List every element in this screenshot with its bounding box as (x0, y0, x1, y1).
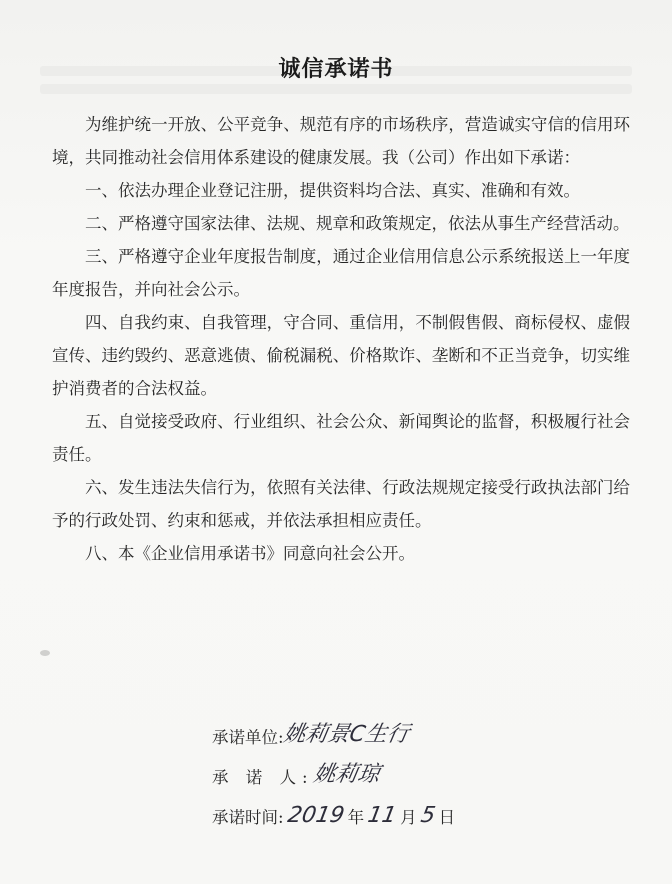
signature-unit-row (212, 708, 592, 748)
handwritten-unit-signature: 姚莉景C生行 (281, 722, 411, 747)
signature-unit-label: 承诺单位: (212, 728, 284, 747)
signature-date-row (212, 788, 592, 828)
pledge-item-2: 二、严格遵守国家法律、法规、规章和政策规定，依法从事生产经营活动。 (85, 214, 630, 233)
pledge-item-1: 一、依法办理企业登记注册，提供资料均合法、真实、准确和有效。 (85, 181, 580, 200)
document-body (52, 108, 630, 570)
pledge-item-3: 三、严格遵守企业年度报告制度，通过企业信用信息公示系统报送上一年度年度报告，并向社会公示。 (52, 247, 630, 299)
signature-date-label: 承诺时间: (212, 808, 284, 827)
year-suffix: 年 (347, 808, 365, 827)
pledge-item-4: 四、自我约束、自我管理，守合同、重信用，不制假售假、商标侵权、虚假宣传、违约毁约、恶意逃债、偷税漏税、价格欺诈、垄断和不正当竞争，切实维护消费者的合法权益。 (52, 313, 630, 398)
signature-person-label: 承 诺 人: (212, 768, 314, 787)
ink-smudge (40, 650, 50, 656)
handwritten-day: 5 (418, 803, 437, 828)
signature-block (212, 708, 592, 828)
handwritten-person-signature: 姚莉琼 (311, 762, 382, 787)
signature-person-row (212, 748, 592, 788)
intro-paragraph: 为维护统一开放、公平竞争、规范有序的市场秩序，营造诚实守信的信用环境，共同推动社会信用体系建设的健康发展。我（公司）作出如下承诺： (52, 115, 630, 167)
pledge-item-6: 六、发生违法失信行为，依照有关法律、行政法规规定接受行政执法部门给予的行政处罚、约束和惩戒，并依法承担相应责任。 (52, 478, 630, 530)
handwritten-month: 11 (365, 803, 399, 828)
document-title: 诚信承诺书 (278, 56, 394, 82)
pledge-item-8: 八、本《企业信用承诺书》同意向社会公开。 (85, 544, 415, 563)
bleed-through-line (40, 84, 632, 94)
pledge-item-5: 五、自觉接受政府、行业组织、社会公众、新闻舆论的监督，积极履行社会责任。 (52, 412, 630, 464)
month-suffix: 月 (400, 808, 417, 827)
handwritten-year: 2019 (285, 803, 346, 828)
day-suffix: 日 (438, 808, 456, 827)
